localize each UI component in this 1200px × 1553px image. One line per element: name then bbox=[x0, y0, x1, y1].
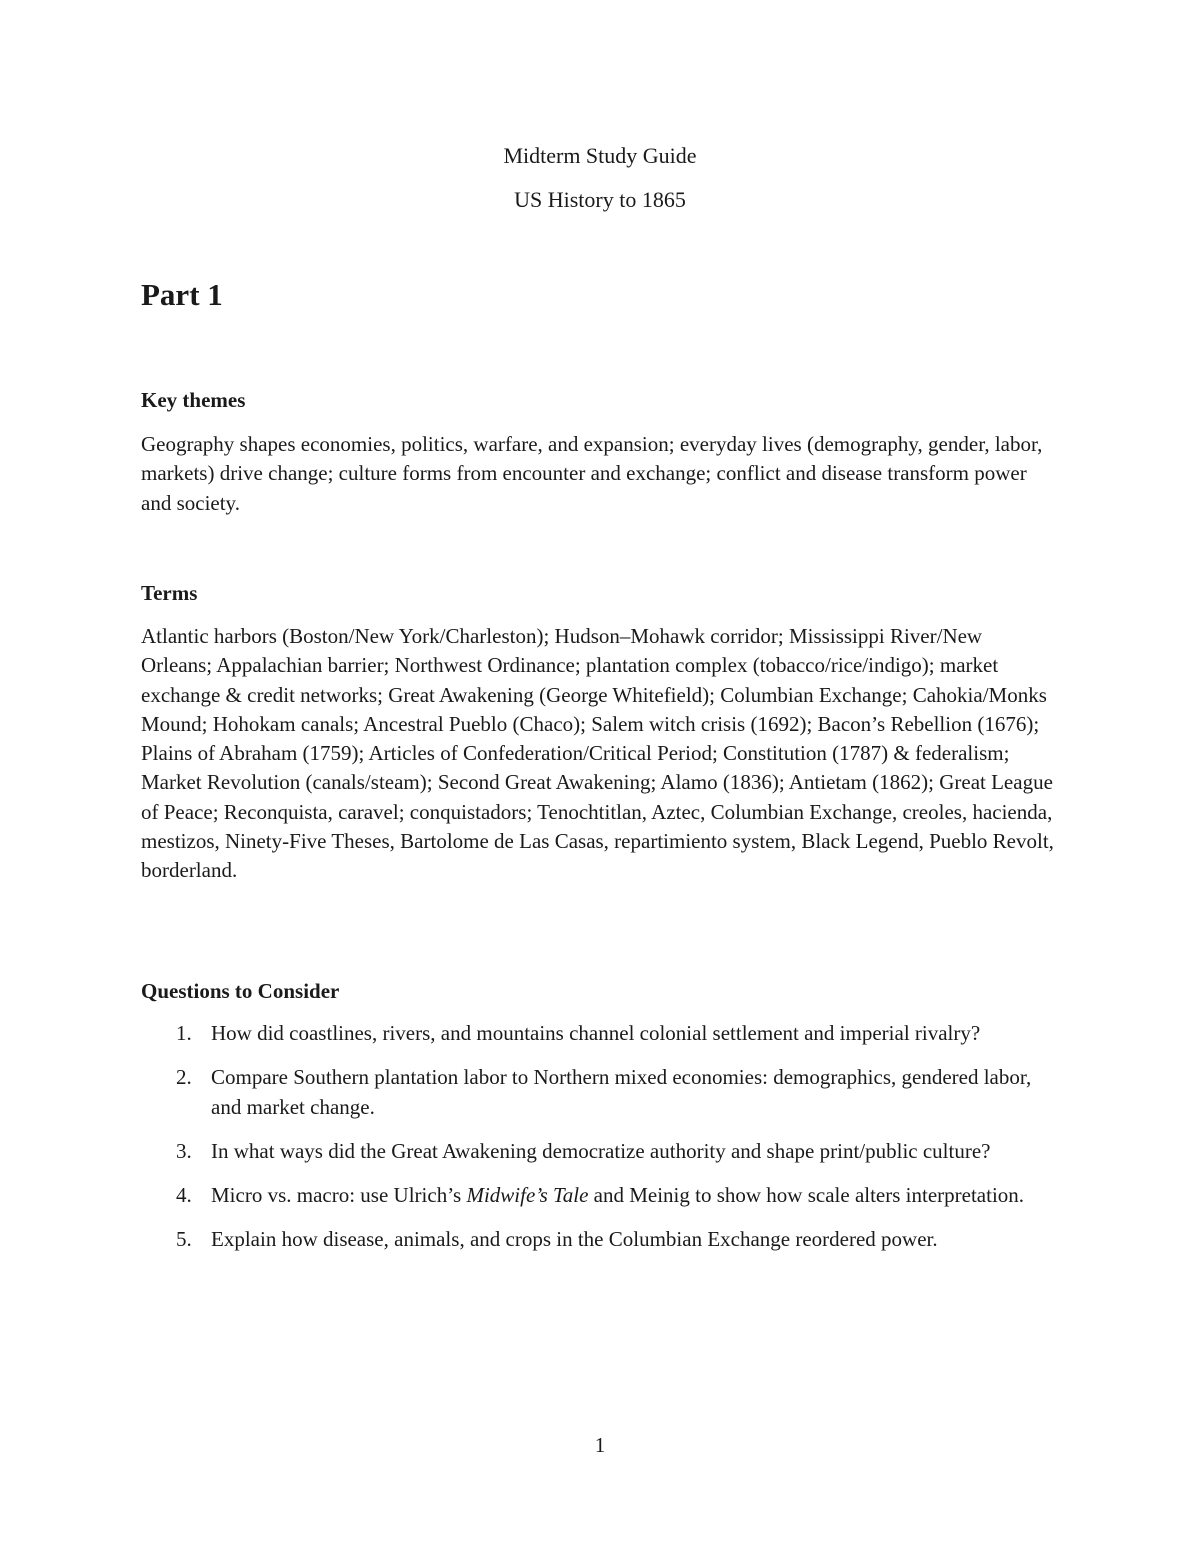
page-number: 1 bbox=[594, 1433, 606, 1457]
key-themes-text: Geography shapes economies, politics, warfare, and expansion; everyday lives (demography, gender, labor, markets) drive change; culture forms from encounter and exchange; conflict and disease transform power and society. bbox=[141, 432, 1043, 515]
question-text: Compare Southern plantation labor to Northern mixed economies: demographics, gendered labor, and market change. bbox=[211, 1065, 1032, 1119]
document-title: Midterm Study Guide bbox=[503, 143, 697, 168]
question-text bbox=[211, 1183, 1024, 1207]
question-number: 5. bbox=[176, 1226, 192, 1251]
question-item-1 bbox=[141, 1019, 1041, 1049]
question-number: 2. bbox=[176, 1065, 192, 1089]
key-themes-heading: Key themes bbox=[141, 388, 246, 412]
question-item-4 bbox=[141, 1181, 1041, 1211]
question-item-5 bbox=[141, 1225, 1041, 1255]
part-heading: Part 1 bbox=[141, 277, 223, 312]
question-number: 1. bbox=[176, 1021, 192, 1045]
question-text: Explain how disease, animals, and crops in the Columbian Exchange reordered power. bbox=[211, 1226, 938, 1251]
question-item-2 bbox=[141, 1063, 1041, 1122]
questions-list bbox=[141, 1019, 1041, 1269]
terms-heading: Terms bbox=[141, 581, 198, 605]
question-text: How did coastlines, rivers, and mountains channel colonial settlement and imperial rivalry? bbox=[211, 1021, 981, 1045]
question-number: 4. bbox=[176, 1182, 192, 1207]
document-subtitle: US History to 1865 bbox=[514, 187, 686, 212]
question-text-after: and Meinig to show how scale alters interpretation. bbox=[588, 1182, 1025, 1207]
question-text-before: Micro vs. macro: use Ulrich’s bbox=[211, 1182, 467, 1207]
questions-heading: Questions to Consider bbox=[141, 979, 340, 1003]
book-title: Midwife’s Tale bbox=[466, 1182, 589, 1207]
question-number: 3. bbox=[176, 1138, 192, 1163]
terms-text: Atlantic harbors (Boston/New York/Charleston); Hudson–Mohawk corridor; Mississippi River/New Orleans; Appalachian barrier; Northwest Ordinance; plantation complex (tobacco/rice/indigo); market exchange & credit networks; Great Awakening (George Whitefield); Columbian Exchange; Cahokia/Monks Mound; Hohokam canals; Ancestral Pueblo (Chaco); Salem witch crisis (1692); Bacon’s Rebellion (1676); Plains of Abraham (1759); Articles of Confederation/Critical Period; Constitution (1787) & federalism; Market Revolution (canals/steam); Second Great Awakening; Alamo (1836); Antietam (1862); Great League of Peace; Reconquista, caravel; conquistadors; Tenochtitlan, Aztec, Columbian Exchange, creoles, hacienda, mestizos, Ninety-Five Theses, Bartolome de Las Casas, repartimiento system, Black Legend, Pueblo Revolt, borderland. bbox=[141, 624, 1054, 883]
question-text: In what ways did the Great Awakening democratize authority and shape print/public culture? bbox=[211, 1138, 991, 1163]
question-item-3 bbox=[141, 1137, 1041, 1167]
